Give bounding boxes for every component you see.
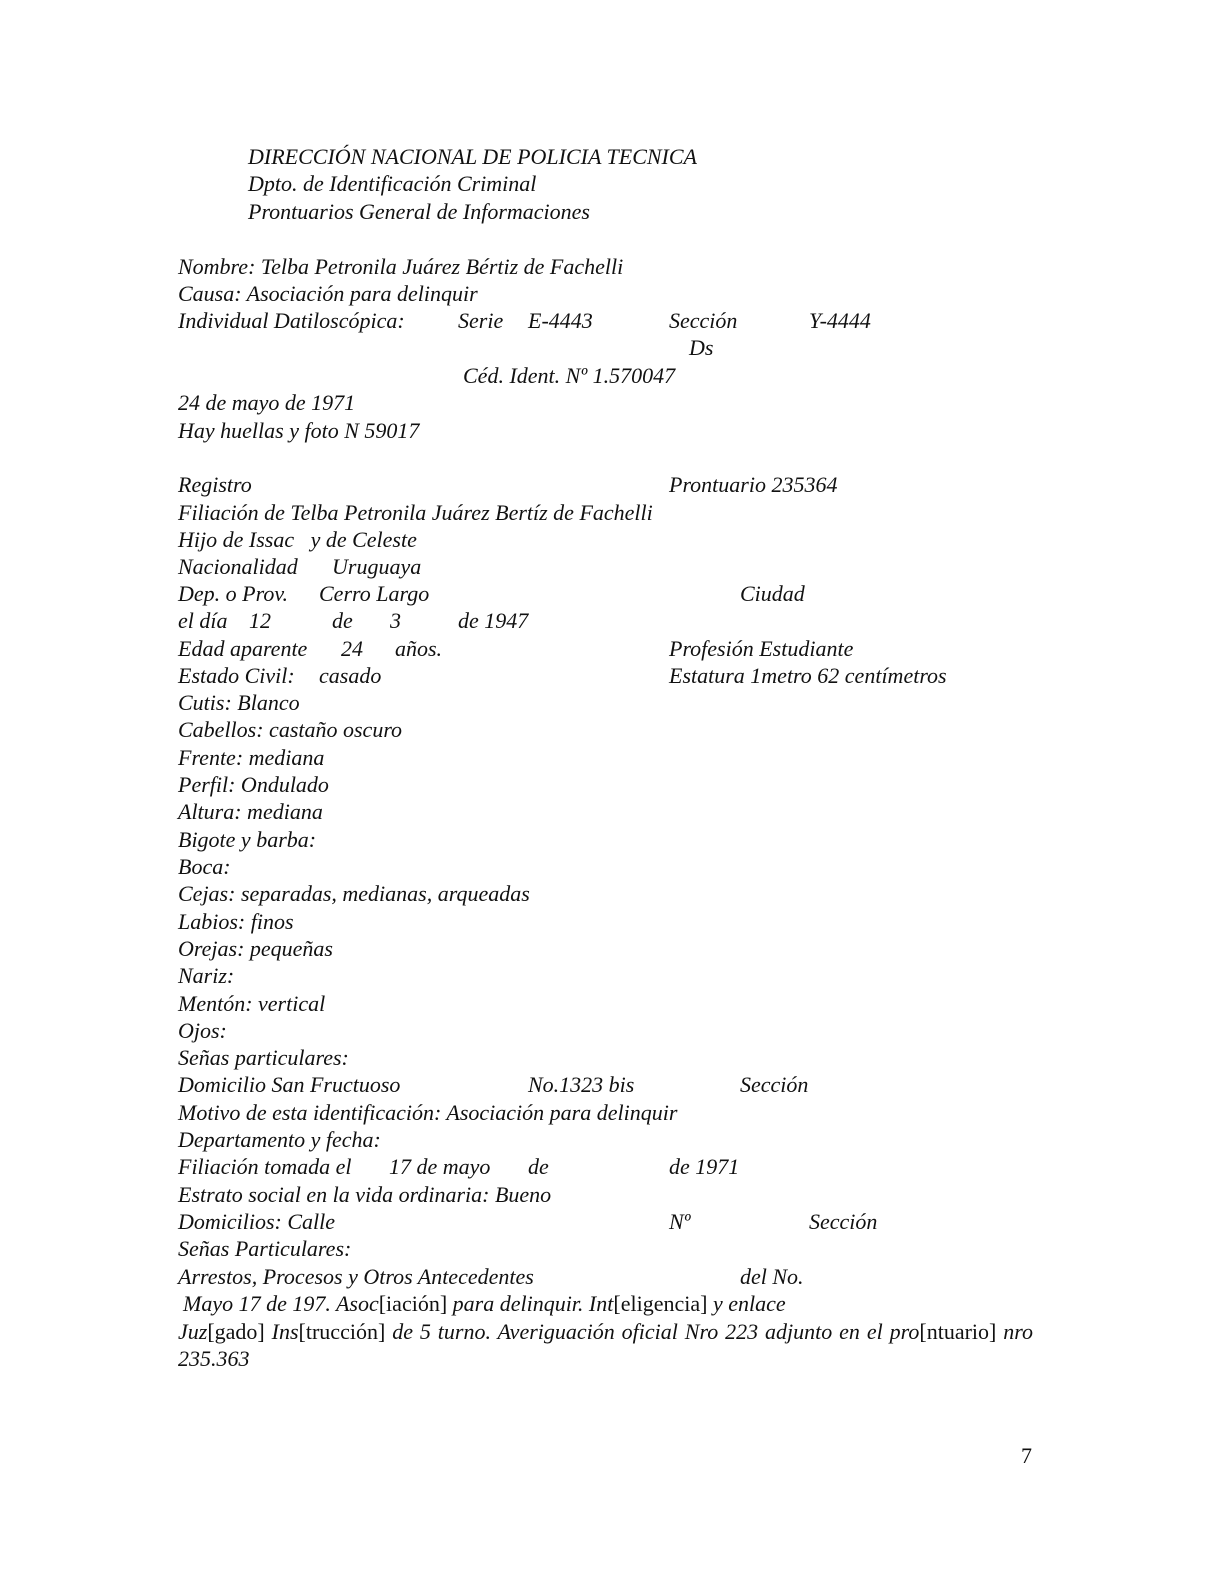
rasgo-altura: Altura: mediana [178, 799, 323, 824]
seccion-label: Sección [669, 308, 738, 333]
rasgo-orejas: Orejas: pequeñas [178, 936, 333, 961]
estrato: Estrato social en la vida ordinaria: Bueno [178, 1182, 552, 1207]
dia-value: 12 [249, 608, 271, 633]
editorial-insertion: [trucción] [298, 1319, 386, 1344]
entry-line-1 [183, 1290, 786, 1317]
entry-text: y enlace [707, 1291, 786, 1316]
rasgo-cabellos: Cabellos: castaño oscuro [178, 717, 403, 742]
registro-label: Registro [178, 472, 252, 497]
page-number: 7 [1021, 1443, 1032, 1468]
domicilio-label: Domicilio San Fructuoso [178, 1072, 401, 1097]
entry-text: nro 235.363 [178, 1319, 1033, 1371]
header-line-1: DIRECCIÓN NACIONAL DE POLICIA TECNICA [248, 144, 697, 169]
serie-value: E-4443 [528, 308, 593, 333]
header-line-3: Prontuarios General de Informaciones [248, 199, 590, 224]
rasgo-bigote: Bigote y barba: [178, 827, 317, 852]
motivo: Motivo de esta identificación: Asociación para delinquir [178, 1100, 678, 1125]
anio-nacimiento: de 1947 [458, 608, 529, 633]
rasgo-boca: Boca: [178, 854, 231, 879]
editorial-insertion: [ntuario] [919, 1319, 997, 1344]
rasgo-cejas: Cejas: separadas, medianas, arqueadas [178, 881, 530, 906]
rasgo-menton: Mentón: vertical [178, 991, 326, 1016]
rasgo-cutis: Cutis: Blanco [178, 690, 300, 715]
rasgo-senas: Señas particulares: [178, 1045, 349, 1070]
causa: Causa: Asociación para delinquir [178, 281, 478, 306]
arrestos-label: Arrestos, Procesos y Otros Antecedentes [178, 1264, 534, 1289]
header-line-2: Dpto. de Identificación Criminal [248, 171, 537, 196]
domicilios-numero: Nº [669, 1209, 691, 1234]
mes-value: 3 [390, 608, 401, 633]
dep-value: Cerro Largo [319, 581, 430, 606]
filiacion-tomada-label: Filiación tomada el [178, 1154, 352, 1179]
edad-value: 24 [341, 636, 363, 661]
ciudad-label: Ciudad [740, 581, 805, 606]
rasgo-frente: Frente: mediana [178, 745, 325, 770]
nacionalidad-value: Uruguaya [332, 554, 422, 579]
cedula: Céd. Ident. Nº 1.570047 [463, 363, 676, 388]
editorial-insertion: [gado] [207, 1319, 265, 1344]
editorial-insertion: [iación] [378, 1291, 448, 1316]
rasgo-nariz: Nariz: [178, 963, 235, 988]
profesion: Profesión Estudiante [669, 636, 854, 661]
edad-label: Edad aparente [178, 636, 308, 661]
editorial-insertion: [eligencia] [613, 1291, 708, 1316]
rasgo-labios: Labios: finos [178, 909, 294, 934]
de-label: de [332, 608, 353, 633]
senas-particulares: Señas Particulares: [178, 1236, 352, 1261]
domicilio-numero: No.1323 bis [528, 1072, 635, 1097]
entry-text: Ins [264, 1319, 299, 1344]
individual-label: Individual Datiloscópica: [178, 308, 405, 333]
filiacion-tomada-anio: de 1971 [669, 1154, 740, 1179]
prontuario: Prontuario 235364 [669, 472, 838, 497]
estado-civil-label: Estado Civil: [178, 663, 295, 688]
huellas: Hay huellas y foto N 59017 [178, 418, 420, 443]
serie-label: Serie [458, 308, 504, 333]
filiacion-tomada-value: 17 de mayo [389, 1154, 491, 1179]
estatura: Estatura 1metro 62 centímetros [669, 663, 947, 688]
anios-label: años. [395, 636, 443, 661]
estado-civil-value: casado [319, 663, 382, 688]
dep-label: Dep. o Prov. [178, 581, 288, 606]
arrestos-del: del No. [740, 1264, 804, 1289]
entry-text: de 5 turno. Averiguación oficial Nro 223 adjunto en el pro [385, 1319, 920, 1344]
hijo: Hijo de Issac y de Celeste [178, 527, 417, 552]
departamento-fecha: Departamento y fecha: [178, 1127, 381, 1152]
entry-text: Juz [178, 1319, 208, 1344]
seccion-value: Y-4444 [809, 308, 871, 333]
domicilios-label: Domicilios: Calle [178, 1209, 336, 1234]
entry-text: para delinquir. Int [447, 1291, 614, 1316]
filiacion: Filiación de Telba Petronila Juárez Bertíz de Fachelli [178, 500, 653, 525]
entry-paragraph [178, 1318, 1033, 1372]
dia-label: el día [178, 608, 228, 633]
filiacion-tomada-de: de [528, 1154, 549, 1179]
nacionalidad-label: Nacionalidad [178, 554, 298, 579]
domicilio-seccion: Sección [740, 1072, 809, 1097]
domicilios-seccion: Sección [809, 1209, 878, 1234]
ds: Ds [689, 335, 714, 360]
fecha: 24 de mayo de 1971 [178, 390, 356, 415]
rasgo-ojos: Ojos: [178, 1018, 227, 1043]
nombre: Nombre: Telba Petronila Juárez Bértiz de Fachelli [178, 254, 624, 279]
rasgo-perfil: Perfil: Ondulado [178, 772, 329, 797]
entry-text: Mayo 17 de 197. Asoc [183, 1291, 379, 1316]
